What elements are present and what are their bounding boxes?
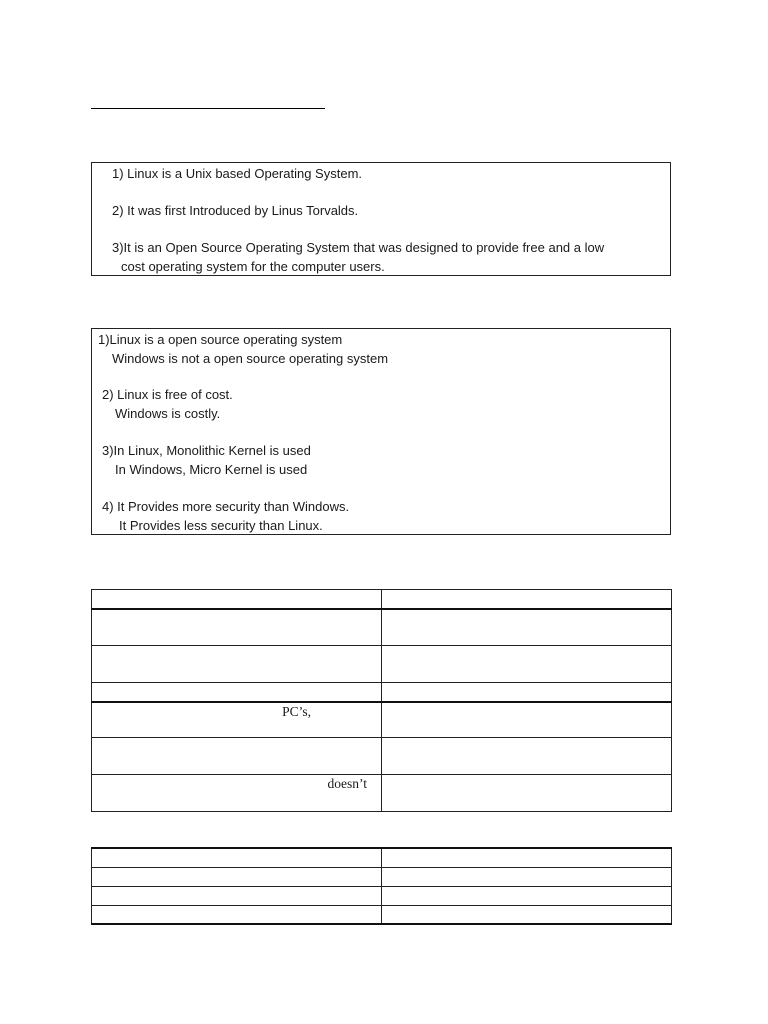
table-cell [92, 683, 382, 702]
table-cell [92, 702, 382, 738]
table-cell [382, 775, 672, 812]
table-cell [382, 609, 672, 646]
table-cell [382, 646, 672, 683]
intro-point-1: 1) Linux is a Unix based Operating System. [112, 166, 363, 181]
comparison-3-windows: In Windows, Micro Kernel is used [115, 462, 308, 477]
table-row [92, 702, 672, 738]
comparison-4-linux: 4) It Provides more security than Windows. [102, 499, 350, 514]
table-row [92, 738, 672, 775]
table-cell [382, 590, 672, 609]
comparison-3-linux: 3)In Linux, Monolithic Kernel is used [102, 443, 311, 458]
intro-point-3-line-1: 3)It is an Open Source Operating System that was designed to provide free and a low [112, 240, 605, 255]
comparison-1-linux: 1)Linux is a open source operating system [98, 332, 343, 347]
table-cell [382, 702, 672, 738]
table-row [92, 683, 672, 702]
table-cell [92, 886, 382, 905]
table-cell [92, 590, 382, 609]
cell-text-pcs: PC’s, [282, 703, 311, 719]
linux-windows-comparison-box [91, 328, 671, 535]
table-cell [92, 905, 382, 924]
table-cell [382, 867, 672, 886]
comparison-table-1 [91, 589, 672, 812]
table-cell [92, 609, 382, 646]
comparison-table-2 [91, 847, 672, 925]
title-underline [91, 108, 325, 109]
table-cell [92, 738, 382, 775]
intro-point-2: 2) It was first Introduced by Linus Torvalds. [112, 203, 359, 218]
intro-point-3-line-2: cost operating system for the computer users. [121, 259, 385, 274]
table-cell [382, 683, 672, 702]
table-row [92, 886, 672, 905]
table-row [92, 590, 672, 609]
table-row [92, 848, 672, 867]
table-cell [92, 775, 382, 812]
table-cell [382, 848, 672, 867]
comparison-1-windows: Windows is not a open source operating system [112, 351, 389, 366]
table-cell [92, 867, 382, 886]
linux-intro-box [91, 162, 671, 276]
comparison-2-linux: 2) Linux is free of cost. [102, 387, 233, 402]
comparison-4-windows: It Provides less security than Linux. [119, 518, 323, 533]
table-cell [92, 848, 382, 867]
table-cell [382, 886, 672, 905]
table-cell [92, 646, 382, 683]
table-row [92, 867, 672, 886]
table-row [92, 646, 672, 683]
cell-text-doesnt: doesn’t [327, 776, 367, 791]
table-cell [382, 905, 672, 924]
comparison-2-windows: Windows is costly. [115, 406, 221, 421]
table-row [92, 905, 672, 924]
table-row [92, 775, 672, 812]
table-cell [382, 738, 672, 775]
table-row [92, 609, 672, 646]
